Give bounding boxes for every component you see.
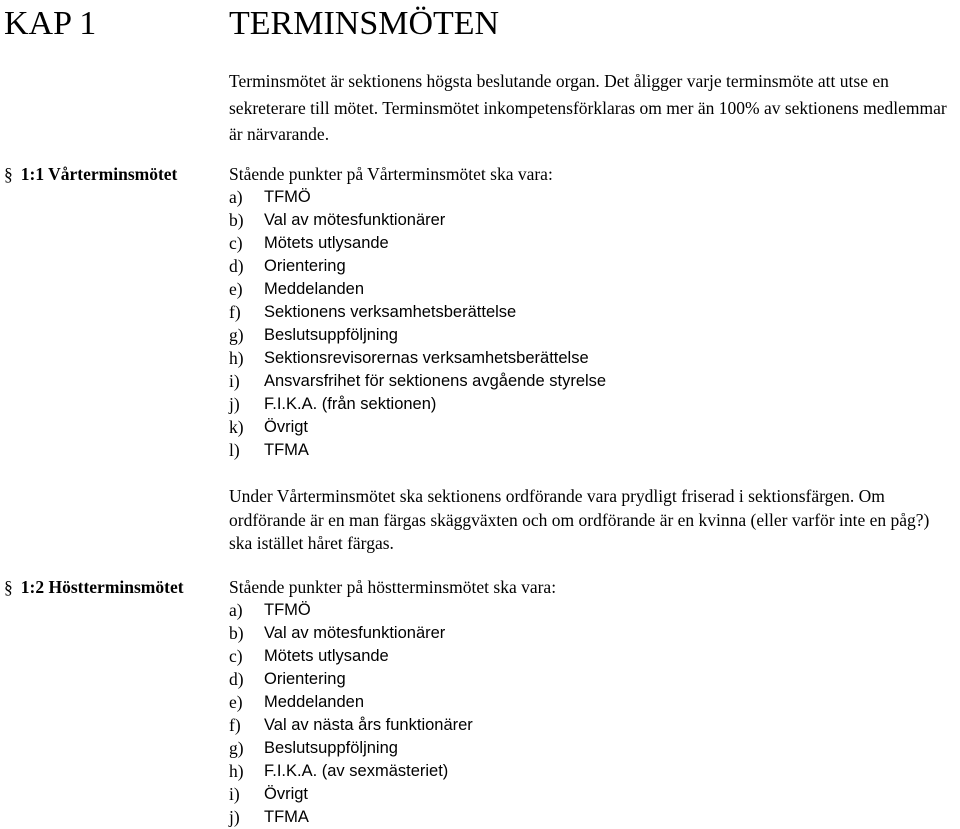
section-mark: § (4, 577, 13, 597)
agenda-item-letter: d) (229, 256, 244, 276)
section-heading-varterminsmotet (4, 163, 177, 186)
agenda-item (229, 691, 954, 714)
agenda-item (229, 347, 954, 370)
agenda-item (229, 393, 954, 416)
agenda-item-letter: c) (229, 646, 243, 666)
chapter-label: KAP 1 (4, 5, 97, 42)
section-heading-hostterminsmotet (4, 576, 184, 599)
agenda-list-varterminsmotet (229, 186, 954, 462)
agenda-item-text: F.I.K.A. (från sektionen) (264, 395, 437, 413)
agenda-item (229, 186, 954, 209)
section-body-varterminsmotet (229, 163, 954, 556)
agenda-item-text: Orientering (264, 670, 346, 688)
section-heading-text: 1:1 Vårterminsmötet (20, 164, 178, 184)
agenda-item-letter: b) (229, 210, 244, 230)
agenda-item-text: Mötets utlysande (264, 234, 389, 252)
agenda-item (229, 760, 954, 783)
section-heading-text: 1:2 Höstterminsmötet (20, 577, 184, 597)
agenda-item-letter: f) (229, 302, 241, 322)
agenda-item-letter: d) (229, 669, 244, 689)
agenda-item (229, 783, 954, 806)
agenda-item-letter: c) (229, 233, 243, 253)
agenda-item-letter: i) (229, 784, 240, 804)
agenda-item (229, 301, 954, 324)
agenda-item (229, 255, 954, 278)
agenda-item (229, 737, 954, 760)
agenda-item (229, 232, 954, 255)
agenda-item (229, 622, 954, 645)
agenda-item-text: Val av mötesfunktionärer (264, 211, 446, 229)
agenda-item-text: Övrigt (264, 418, 309, 436)
agenda-item-letter: g) (229, 738, 244, 758)
agenda-item-letter: j) (229, 807, 240, 827)
agenda-item-text: TFMA (264, 808, 309, 826)
agenda-item (229, 645, 954, 668)
agenda-item-text: TFMÖ (264, 601, 311, 619)
agenda-item (229, 416, 954, 439)
agenda-item-letter: f) (229, 715, 241, 735)
agenda-item-letter: a) (229, 600, 243, 620)
section-mark: § (4, 164, 13, 184)
agenda-item-letter: k) (229, 417, 244, 437)
agenda-item-text: Mötets utlysande (264, 647, 389, 665)
agenda-item-letter: i) (229, 371, 240, 391)
agenda-item-text: Meddelanden (264, 280, 364, 298)
agenda-item-letter: a) (229, 187, 243, 207)
agenda-item-text: Beslutsuppföljning (264, 326, 398, 344)
agenda-item (229, 599, 954, 622)
agenda-item-letter: h) (229, 348, 244, 368)
section-lead: Stående punkter på höstterminsmötet ska vara: (229, 577, 557, 597)
agenda-item-text: TFMÖ (264, 188, 311, 206)
agenda-item (229, 324, 954, 347)
section-body-hostterminsmotet (229, 576, 954, 829)
agenda-item-text: TFMA (264, 441, 309, 459)
agenda-item-text: Beslutsuppföljning (264, 739, 398, 757)
agenda-item-letter: e) (229, 279, 243, 299)
section-lead: Stående punkter på Vårterminsmötet ska vara: (229, 164, 553, 184)
agenda-item-letter: b) (229, 623, 244, 643)
intro-paragraph: Terminsmötet är sektionens högsta beslutande organ. Det åligger varje terminsmöte att utse en sekreterare till mötet. Terminsmötet inkompetensförklaras om mer än 100% av sektionens medlemmar är närvarande. (229, 71, 947, 144)
agenda-item (229, 714, 954, 737)
agenda-item (229, 668, 954, 691)
agenda-item-text: Sektionens verksamhetsberättelse (264, 303, 517, 321)
agenda-item-text: Sektionsrevisorernas verksamhetsberättelse (264, 349, 589, 367)
agenda-item-letter: g) (229, 325, 244, 345)
agenda-item-text: Övrigt (264, 785, 309, 803)
agenda-item-text: Val av nästa års funktionärer (264, 716, 473, 734)
agenda-item-letter: e) (229, 692, 243, 712)
agenda-item-text: F.I.K.A. (av sexmästeriet) (264, 762, 449, 780)
agenda-list-hostterminsmotet (229, 599, 954, 829)
agenda-item (229, 209, 954, 232)
chapter-title: TERMINSMÖTEN (229, 5, 500, 42)
section-note: Under Vårterminsmötet ska sektionens ordförande vara prydligt friserad i sektionsfärgen. Om ordförande är en man färgas skäggväxten och om ordförande är en kvinna (eller varför inte en påg?) ska istället håret färgas. (229, 486, 930, 553)
agenda-item-text: Orientering (264, 257, 346, 275)
agenda-item-letter: h) (229, 761, 244, 781)
agenda-item-text: Meddelanden (264, 693, 364, 711)
agenda-item-letter: j) (229, 394, 240, 414)
agenda-item-letter: l) (229, 440, 240, 460)
agenda-item (229, 278, 954, 301)
agenda-item (229, 439, 954, 462)
agenda-item (229, 370, 954, 393)
agenda-item-text: Val av mötesfunktionärer (264, 624, 446, 642)
agenda-item-text: Ansvarsfrihet för sektionens avgående styrelse (264, 372, 607, 390)
